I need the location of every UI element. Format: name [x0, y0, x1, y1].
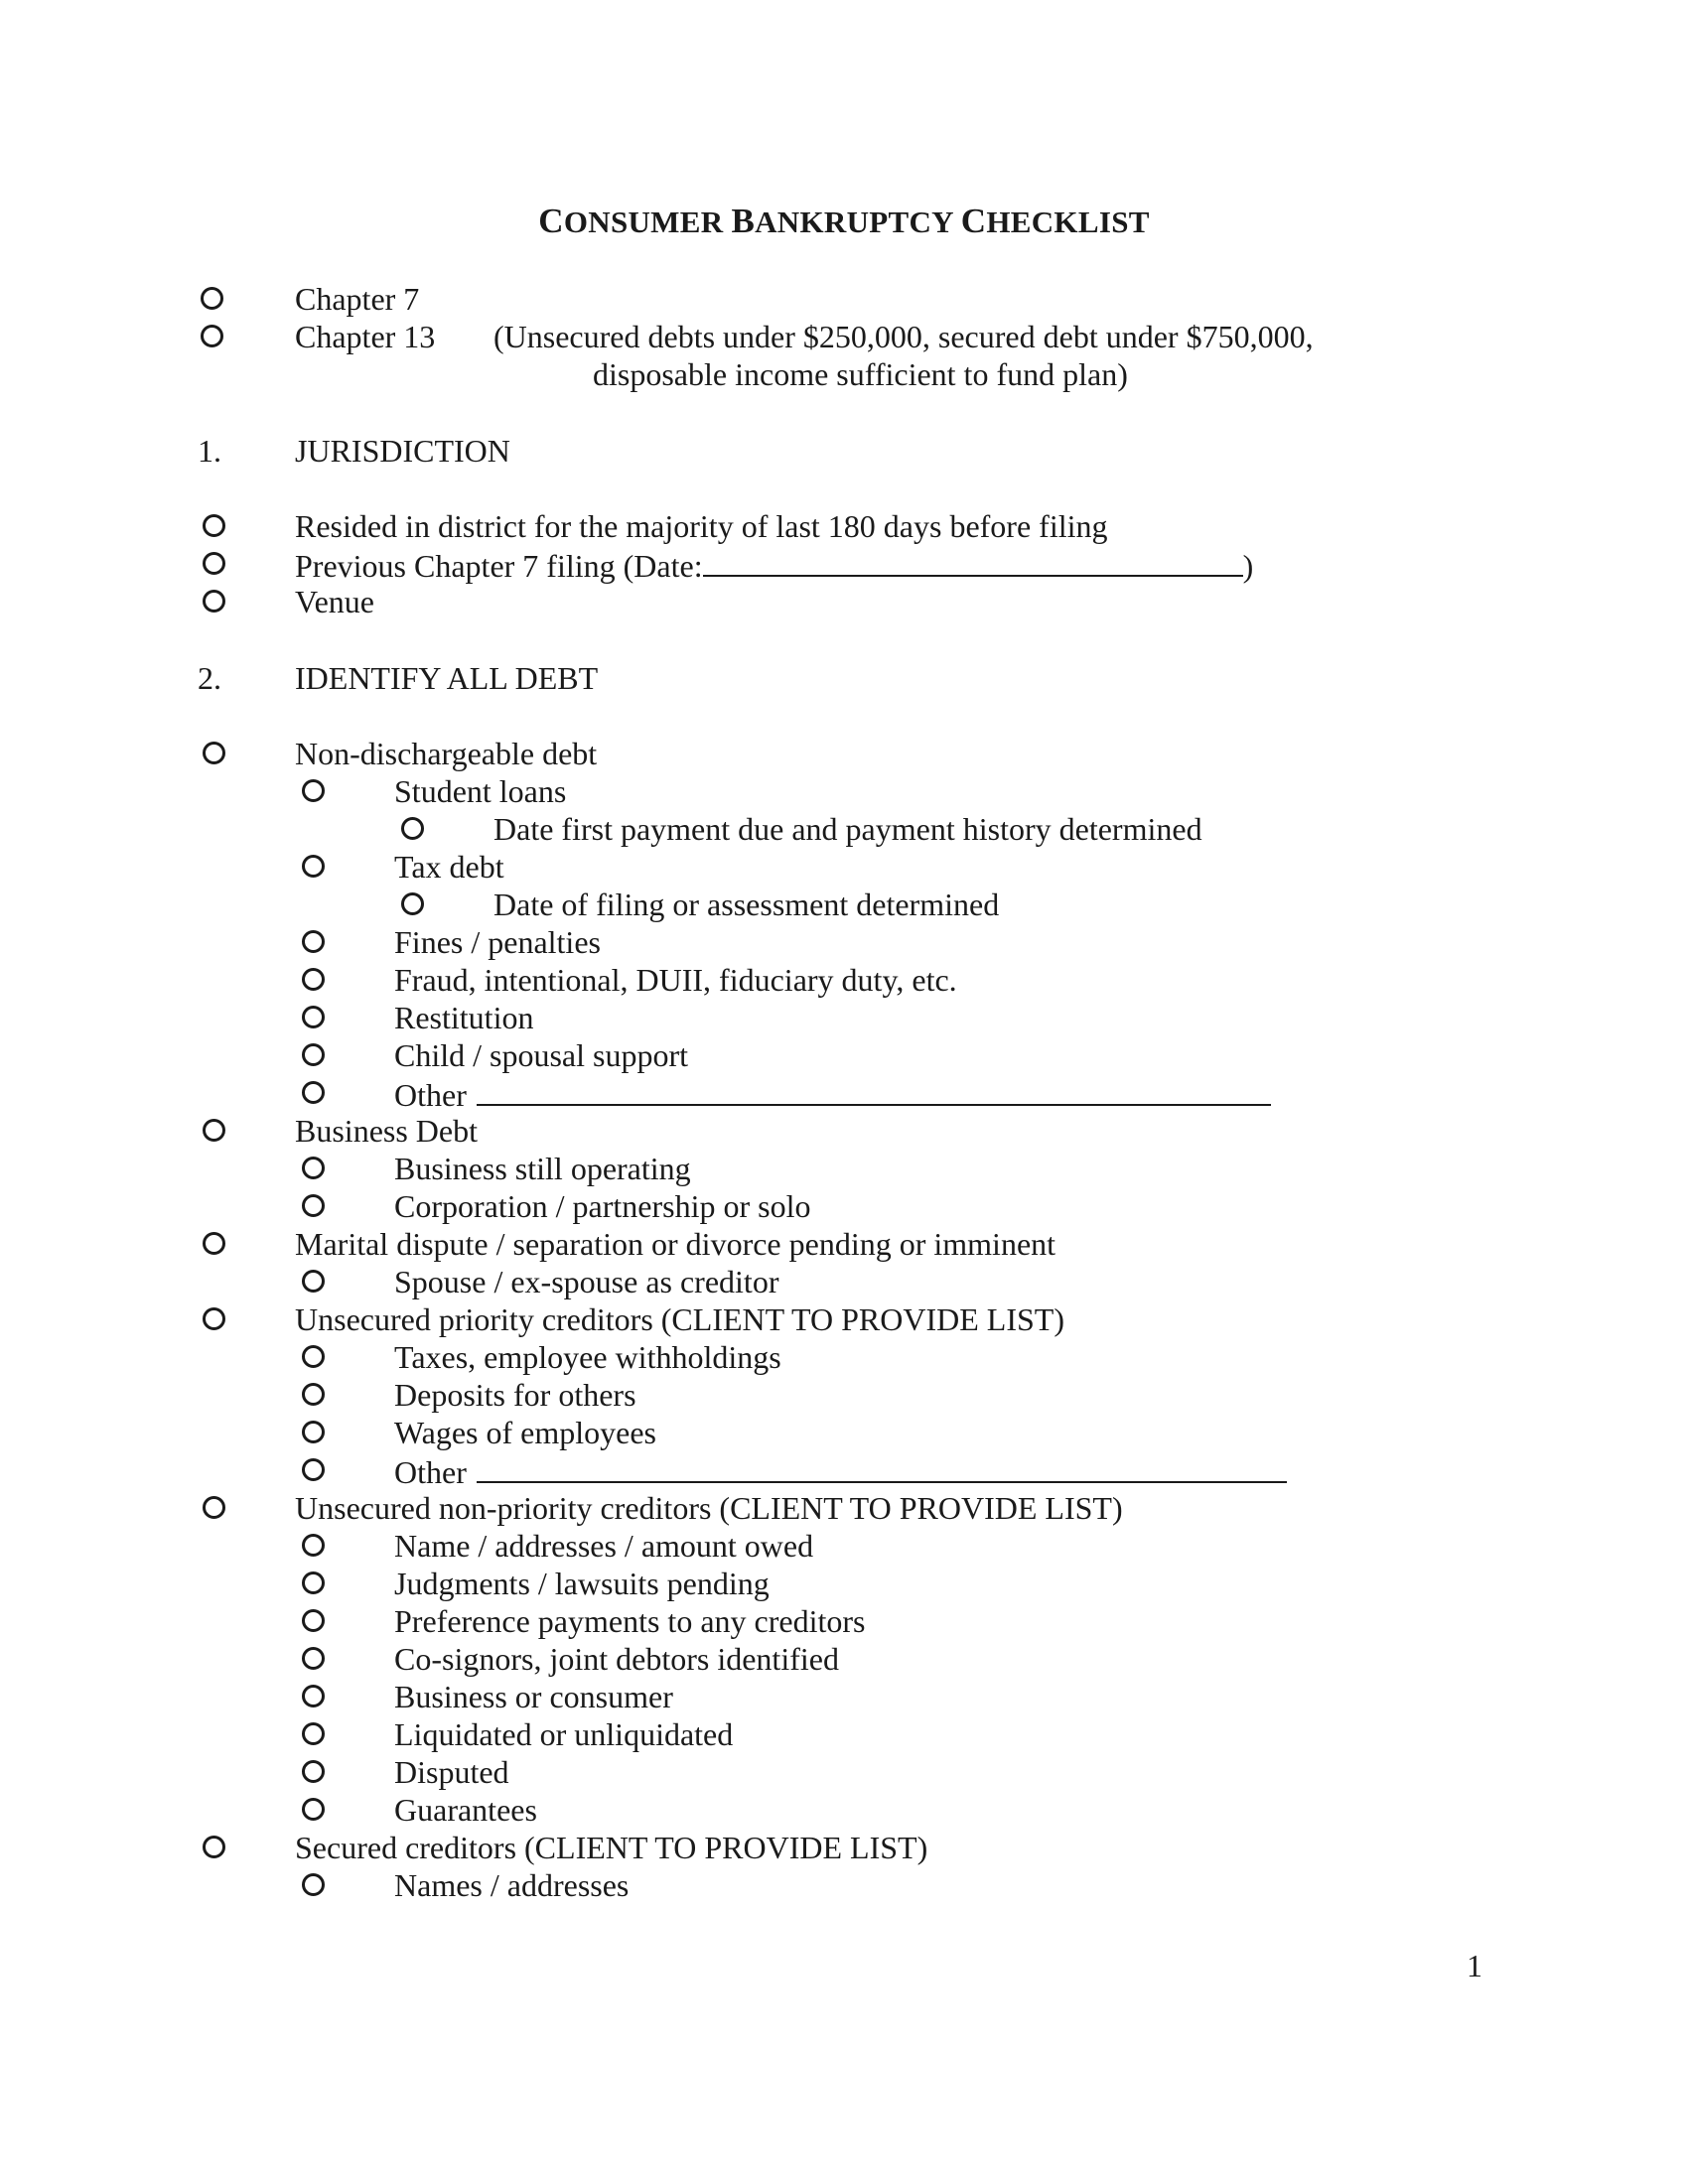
- checkbox-circle-icon[interactable]: [203, 742, 225, 764]
- item-text: Judgments / lawsuits pending: [394, 1566, 770, 1601]
- item-text: Secured creditors (CLIENT TO PROVIDE LIST): [295, 1830, 928, 1865]
- checklist-item-label: [394, 1527, 813, 1565]
- checkbox-circle-icon[interactable]: [302, 1157, 325, 1179]
- checklist-item-label: [295, 545, 1253, 585]
- item-text: Wages of employees: [394, 1415, 656, 1450]
- item-text: Resided in district for the majority of last 180 days before filing: [295, 508, 1108, 544]
- checkbox-circle-icon[interactable]: [302, 1383, 325, 1406]
- checklist-item-label: [493, 886, 999, 923]
- item-suffix: ): [1242, 548, 1254, 584]
- checkbox-circle-icon[interactable]: [302, 1458, 325, 1481]
- checkbox-circle-icon[interactable]: [302, 1194, 325, 1217]
- item-text: Venue: [295, 584, 374, 619]
- item-text: Disputed: [394, 1754, 509, 1790]
- chapter-13-label: Chapter 13: [295, 319, 436, 354]
- section-title: IDENTIFY ALL DEBT: [295, 660, 599, 696]
- checklist-item-label: [394, 772, 566, 810]
- checklist-item-label: [295, 1112, 478, 1150]
- checklist-item-label: [394, 961, 957, 999]
- checklist-item-label: [394, 1376, 636, 1414]
- checklist-item-label: [295, 583, 374, 620]
- item-text: Child / spousal support: [394, 1037, 689, 1073]
- checklist-item-label: [394, 1866, 629, 1904]
- checkbox-circle-icon[interactable]: [302, 1081, 325, 1104]
- item-text: Guarantees: [394, 1792, 537, 1828]
- checklist-item-label: [394, 923, 601, 961]
- checklist-item-label: [295, 507, 1107, 545]
- checkbox-circle-icon[interactable]: [203, 552, 225, 575]
- checkbox-circle-icon[interactable]: [302, 1722, 325, 1745]
- item-text: Previous Chapter 7 filing (Date:: [295, 548, 703, 584]
- checklist-item-label: [295, 735, 597, 772]
- item-text: Marital dispute / separation or divorce pending or imminent: [295, 1226, 1056, 1262]
- checkbox-circle-icon[interactable]: [302, 1647, 325, 1670]
- checkbox-circle-icon[interactable]: [203, 590, 225, 613]
- checkbox-circle-icon[interactable]: [302, 1421, 325, 1443]
- checkbox-circle-icon[interactable]: [302, 1798, 325, 1821]
- section-number: 1.: [198, 433, 221, 469]
- checklist-item-label: [394, 848, 504, 886]
- chapter-13-note-line2: disposable income sufficient to fund plan): [593, 356, 1128, 392]
- checklist-item-label: [394, 999, 533, 1036]
- fill-in-blank-line[interactable]: [703, 545, 1243, 577]
- checklist-item-label: [295, 1300, 1064, 1338]
- checklist-item-label: [394, 1187, 810, 1225]
- checkbox-circle-icon[interactable]: [302, 779, 325, 802]
- checkbox-circle-icon[interactable]: [302, 1534, 325, 1557]
- checkbox-circle-icon[interactable]: [302, 968, 325, 991]
- item-text: Co-signors, joint debtors identified: [394, 1641, 839, 1677]
- checkbox-circle-icon[interactable]: [302, 1345, 325, 1368]
- item-text: Taxes, employee withholdings: [394, 1339, 781, 1375]
- chapter-7-label: Chapter 7: [295, 281, 420, 317]
- item-text: Business or consumer: [394, 1679, 673, 1714]
- checkbox-circle-icon[interactable]: [203, 1119, 225, 1142]
- checklist-item-label: [394, 1263, 778, 1300]
- checklist-item-label: [394, 1451, 1287, 1491]
- checklist-item-label: [394, 1602, 865, 1640]
- item-text: Fines / penalties: [394, 924, 601, 960]
- item-text: Other: [394, 1077, 467, 1113]
- item-text: Preference payments to any creditors: [394, 1603, 866, 1639]
- item-text: Deposits for others: [394, 1377, 636, 1413]
- item-text: Non-dischargeable debt: [295, 736, 598, 771]
- checkbox-circle-icon[interactable]: [302, 1043, 325, 1066]
- item-text: Other: [394, 1454, 467, 1490]
- checkbox-circle-icon[interactable]: [302, 1685, 325, 1707]
- title-word-checklist: CHECKLIST: [960, 202, 1150, 240]
- item-text: Unsecured priority creditors (CLIENT TO PROVIDE LIST): [295, 1301, 1064, 1337]
- checklist-item-label: [394, 1036, 688, 1074]
- checkbox-circle-icon[interactable]: [203, 1836, 225, 1858]
- checkbox-circle-icon[interactable]: [302, 1609, 325, 1632]
- fill-in-blank-line[interactable]: [477, 1451, 1287, 1483]
- item-text: Unsecured non-priority creditors (CLIENT TO PROVIDE LIST): [295, 1490, 1123, 1526]
- checklist-item-label: [394, 1753, 509, 1791]
- checkbox-circle-icon[interactable]: [302, 855, 325, 878]
- checklist-item-label: [394, 1414, 656, 1451]
- item-text: Business still operating: [394, 1151, 691, 1186]
- checkbox-circle-icon[interactable]: [203, 1232, 225, 1255]
- checklist-item-label: [394, 1074, 1271, 1114]
- fill-in-blank-line[interactable]: [477, 1074, 1271, 1106]
- checkbox-circle-icon[interactable]: [302, 1006, 325, 1028]
- checkbox-circle-icon[interactable]: [302, 1873, 325, 1896]
- checkbox-circle-icon[interactable]: [203, 514, 225, 537]
- section-title: JURISDICTION: [295, 433, 510, 469]
- item-text: Tax debt: [394, 849, 504, 885]
- checkbox-circle-icon[interactable]: [201, 287, 223, 310]
- checkbox-circle-icon[interactable]: [401, 817, 424, 840]
- checkbox-circle-icon[interactable]: [302, 1760, 325, 1783]
- item-text: Name / addresses / amount owed: [394, 1528, 814, 1564]
- checklist-item-label: [295, 1489, 1123, 1527]
- item-text: Corporation / partnership or solo: [394, 1188, 811, 1224]
- item-text: Fraud, intentional, DUII, fiduciary duty, etc.: [394, 962, 957, 998]
- document-title: [0, 202, 1688, 242]
- title-word-consumer: CONSUMER: [538, 202, 732, 240]
- checklist-item-label: [394, 1565, 770, 1602]
- checklist-item-label: [493, 810, 1202, 848]
- checkbox-circle-icon[interactable]: [201, 325, 223, 347]
- item-text: Date first payment due and payment history determined: [493, 811, 1202, 847]
- checkbox-circle-icon[interactable]: [302, 1270, 325, 1293]
- item-text: Student loans: [394, 773, 567, 809]
- page-number: 1: [1467, 1948, 1482, 1983]
- section-number: 2.: [198, 660, 221, 696]
- checklist-item-label: [394, 1715, 733, 1753]
- item-text: Date of filing or assessment determined: [493, 887, 1000, 922]
- item-text: Spouse / ex-spouse as creditor: [394, 1264, 779, 1299]
- item-text: Liquidated or unliquidated: [394, 1716, 734, 1752]
- checkbox-circle-icon[interactable]: [401, 892, 424, 915]
- checkbox-circle-icon[interactable]: [203, 1496, 225, 1519]
- checklist-item-label: [394, 1678, 673, 1715]
- checkbox-circle-icon[interactable]: [302, 930, 325, 953]
- checklist-item-label: [295, 1225, 1055, 1263]
- title-word-bankruptcy: BANKRUPTCY: [731, 202, 961, 240]
- checklist-item-label: [394, 1150, 691, 1187]
- item-text: Restitution: [394, 1000, 534, 1035]
- checklist-item-label: [295, 1829, 927, 1866]
- checklist-item-label: [394, 1338, 781, 1376]
- chapter-13-note-line1: (Unsecured debts under $250,000, secured debt under $750,000,: [493, 319, 1314, 354]
- checklist-item-label: [394, 1791, 537, 1829]
- checkbox-circle-icon[interactable]: [302, 1571, 325, 1594]
- item-text: Business Debt: [295, 1113, 478, 1149]
- checklist-item-label: [394, 1640, 839, 1678]
- item-text: Names / addresses: [394, 1867, 630, 1903]
- checkbox-circle-icon[interactable]: [203, 1307, 225, 1330]
